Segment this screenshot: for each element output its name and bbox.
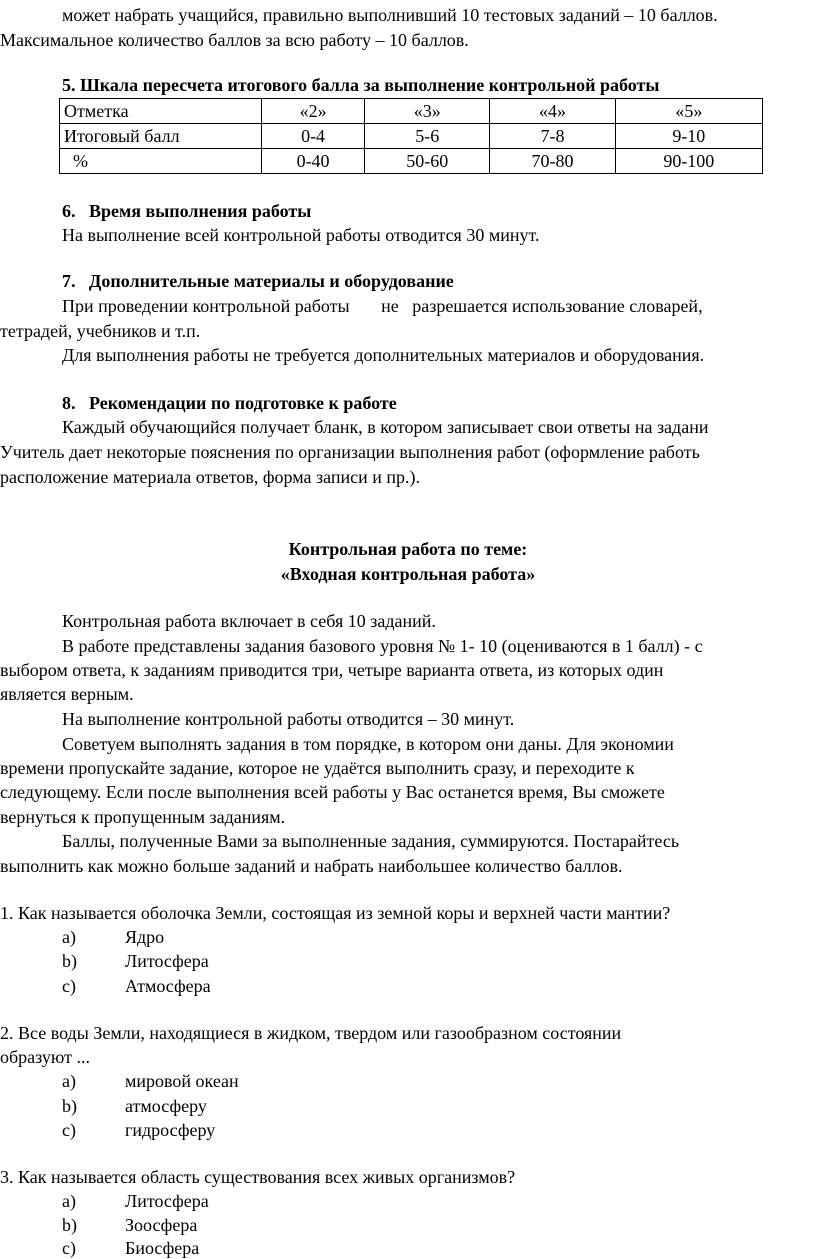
section-7-heading: 7. Дополнительные материалы и оборудование	[62, 271, 454, 291]
question-2-text-line-1: 2. Все воды Земли, находящиеся в жидком, твердом или газообразном состоянии	[0, 1023, 622, 1043]
table-cell: «4»	[490, 99, 615, 124]
section-6-text: На выполнение всей контрольной работы отводится 30 минут.	[62, 225, 540, 245]
option-letter: c)	[62, 1238, 76, 1258]
section-7-p1-line-2: тетрадей, учебников и т.п.	[0, 321, 201, 341]
instructions-p2-line-2: выбором ответа, к заданиям приводится три, четыре варианта ответа, из которых один	[0, 660, 664, 680]
test-title-line-2: «Входная контрольная работа»	[280, 564, 536, 584]
question-1-option-b	[0, 950, 816, 972]
table-cell: 0-40	[262, 149, 365, 174]
section-8-line-3: расположение материала ответов, форма записи и пр.).	[0, 467, 421, 487]
table-row	[60, 99, 763, 124]
table-cell: 7-8	[490, 124, 615, 149]
option-letter: a)	[62, 1071, 76, 1091]
question-3-option-c	[0, 1237, 816, 1259]
question-2-option-b	[0, 1095, 816, 1117]
intro-line-2: Максимальное количество баллов за всю работу – 10 баллов.	[0, 30, 469, 50]
option-letter: a)	[62, 1191, 76, 1211]
instructions-p2-line-1: В работе представлены задания базового уровня № 1- 10 (оцениваются в 1 балл) - с	[62, 636, 703, 656]
table-cell: 90-100	[615, 149, 762, 174]
instructions-p2-line-3: является верным.	[0, 684, 134, 704]
question-1-option-a	[0, 926, 816, 948]
table-cell: Итоговый балл	[60, 124, 262, 149]
table-cell: «5»	[615, 99, 762, 124]
table-cell: 0-4	[262, 124, 365, 149]
question-3-option-b	[0, 1214, 816, 1236]
option-text: мировой океан	[125, 1071, 239, 1091]
instructions-p5-line-2: выполнить как можно больше заданий и набрать наибольшее количество баллов.	[0, 856, 623, 876]
option-text: Зоосфера	[125, 1215, 198, 1235]
section-7-p2: Для выполнения работы не требуется дополнительных материалов и оборудования.	[62, 345, 705, 365]
grade-scale-table	[59, 98, 763, 174]
instructions-p4-line-1: Советуем выполнять задания в том порядке, в котором они даны. Для экономии	[62, 734, 674, 754]
table-row	[60, 124, 763, 149]
option-text: гидросферу	[125, 1120, 216, 1140]
instructions-p5-line-1: Баллы, полученные Вами за выполненные задания, суммируются. Постарайтесь	[62, 831, 680, 851]
table-cell: 50-60	[365, 149, 490, 174]
intro-line-1: может набрать учащийся, правильно выполнивший 10 тестовых заданий – 10 баллов.	[62, 5, 718, 25]
question-2-option-a	[0, 1070, 816, 1092]
option-letter: a)	[62, 927, 76, 947]
option-letter: c)	[62, 976, 76, 996]
option-letter: c)	[62, 1120, 76, 1140]
question-1-option-c	[0, 975, 816, 997]
table-cell: %	[60, 149, 262, 174]
option-text: Ядро	[125, 927, 165, 947]
table-row	[60, 149, 763, 174]
section-8-line-1: Каждый обучающийся получает бланк, в котором записывает свои ответы на задани	[62, 417, 709, 437]
table-cell: 70-80	[490, 149, 615, 174]
section-8-line-2: Учитель дает некоторые пояснения по организации выполнения работ (оформление работь	[0, 442, 700, 462]
option-letter: b)	[62, 1096, 77, 1116]
table-cell: «2»	[262, 99, 365, 124]
table-cell: Отметка	[60, 99, 262, 124]
table-cell: 5-6	[365, 124, 490, 149]
question-1-text: 1. Как называется оболочка Земли, состоящая из земной коры и верхней части мантии?	[0, 903, 671, 923]
table-cell: 9-10	[615, 124, 762, 149]
section-6-heading: 6. Время выполнения работы	[62, 201, 312, 221]
section-8-heading: 8. Рекомендации по подготовке к работе	[62, 393, 397, 413]
instructions-p1: Контрольная работа включает в себя 10 заданий.	[62, 611, 436, 631]
option-letter: b)	[62, 1215, 77, 1235]
option-letter: b)	[62, 951, 77, 971]
instructions-p3: На выполнение контрольной работы отводится – 30 минут.	[62, 709, 515, 729]
instructions-p4-line-3: следующему. Если после выполнения всей работы у Вас останется время, Вы сможете	[0, 782, 665, 802]
option-text: Литосфера	[125, 1191, 209, 1211]
section-7-p1-line-1: При проведении контрольной работы не разрешается использование словарей,	[62, 296, 703, 316]
question-2-text-line-2: образуют ...	[0, 1047, 90, 1067]
instructions-p4-line-2: времени пропускайте задание, которое не удаётся выполнить сразу, и переходите к	[0, 758, 635, 778]
option-text: Литосфера	[125, 951, 209, 971]
question-3-option-a	[0, 1190, 816, 1212]
question-3-text: 3. Как называется область существования всех живых организмов?	[0, 1167, 516, 1187]
option-text: атмосферу	[125, 1096, 207, 1116]
test-title-line-1: Контрольная работа по теме:	[288, 539, 528, 559]
section-5-heading: 5. Шкала пересчета итогового балла за выполнение контрольной работы	[62, 75, 660, 95]
option-text: Биосфера	[125, 1238, 200, 1258]
question-2-option-c	[0, 1119, 816, 1141]
table-cell: «3»	[365, 99, 490, 124]
instructions-p4-line-4: вернуться к пропущенным заданиям.	[0, 807, 286, 827]
option-text: Атмосфера	[125, 976, 211, 996]
